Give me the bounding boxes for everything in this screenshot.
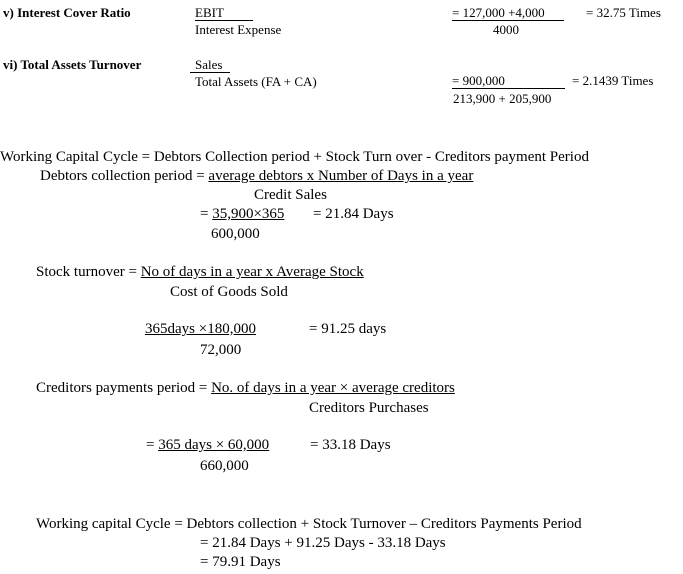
total-assets-turnover-numerator: Sales [190, 58, 230, 73]
stock-calc-result: = 91.25 days [309, 321, 387, 337]
stock-numerator: No of days in a year x Average Stock [140, 264, 364, 280]
creditors-numerator: No. of days in a year × average creditors [211, 380, 455, 396]
creditors-label [36, 381, 455, 396]
stock-calc-denominator: 72,000 [200, 342, 242, 358]
working-capital-definition: Working Capital Cycle = Debtors Collection period + Stock Turn over - Creditors payment Period [0, 149, 589, 165]
interest-cover-calc-numerator: = 127,000 +4,000 [452, 6, 564, 21]
total-assets-turnover-calc-denominator: 213,900 + 205,900 [453, 91, 552, 106]
stock-calc-numerator: 365days ×180,000 [145, 321, 256, 337]
stock-denominator: Cost of Goods Sold [170, 284, 288, 300]
creditors-calc-result: = 33.18 Days [310, 437, 391, 453]
stock-label [36, 265, 364, 280]
total-assets-turnover-label: vi) Total Assets Turnover [3, 57, 142, 72]
debtors-calc-prefix: = [200, 206, 213, 222]
interest-cover-denominator: Interest Expense [195, 22, 282, 37]
debtors-label-text: Debtors collection period = [40, 168, 209, 184]
creditors-calc-numerator: 365 days × 60,000 [158, 437, 270, 453]
total-assets-turnover-calc-numerator: = 900,000 [452, 74, 565, 89]
total-assets-turnover-denominator: Total Assets (FA + CA) [195, 74, 317, 89]
working-capital-summary-line2: = 21.84 Days + 91.25 Days - 33.18 Days [200, 535, 446, 551]
working-capital-summary-line1: Working capital Cycle = Debtors collection + Stock Turnover – Creditors Payments Period [36, 516, 582, 532]
creditors-label-text: Creditors payments period = [36, 380, 212, 396]
debtors-calc [200, 207, 284, 222]
interest-cover-label: v) Interest Cover Ratio [3, 5, 131, 20]
debtors-numerator: average debtors x Number of Days in a year [208, 168, 474, 184]
creditors-denominator: Creditors Purchases [309, 400, 429, 416]
creditors-calc [146, 438, 269, 453]
debtors-calc-result: = 21.84 Days [313, 206, 394, 222]
stock-label-text: Stock turnover = [36, 264, 141, 280]
working-capital-summary-line3: = 79.91 Days [200, 554, 281, 570]
interest-cover-calc-denominator: 4000 [493, 22, 519, 37]
interest-cover-result: = 32.75 Times [586, 5, 661, 20]
debtors-denominator: Credit Sales [254, 187, 327, 203]
debtors-calc-denominator: 600,000 [211, 226, 260, 242]
debtors-calc-numerator: 35,900×365 [212, 206, 285, 222]
interest-cover-numerator: EBIT [195, 6, 253, 21]
total-assets-turnover-result: = 2.1439 Times [572, 73, 654, 88]
creditors-calc-prefix: = [146, 437, 159, 453]
debtors-label [40, 169, 473, 184]
creditors-calc-denominator: 660,000 [200, 458, 249, 474]
